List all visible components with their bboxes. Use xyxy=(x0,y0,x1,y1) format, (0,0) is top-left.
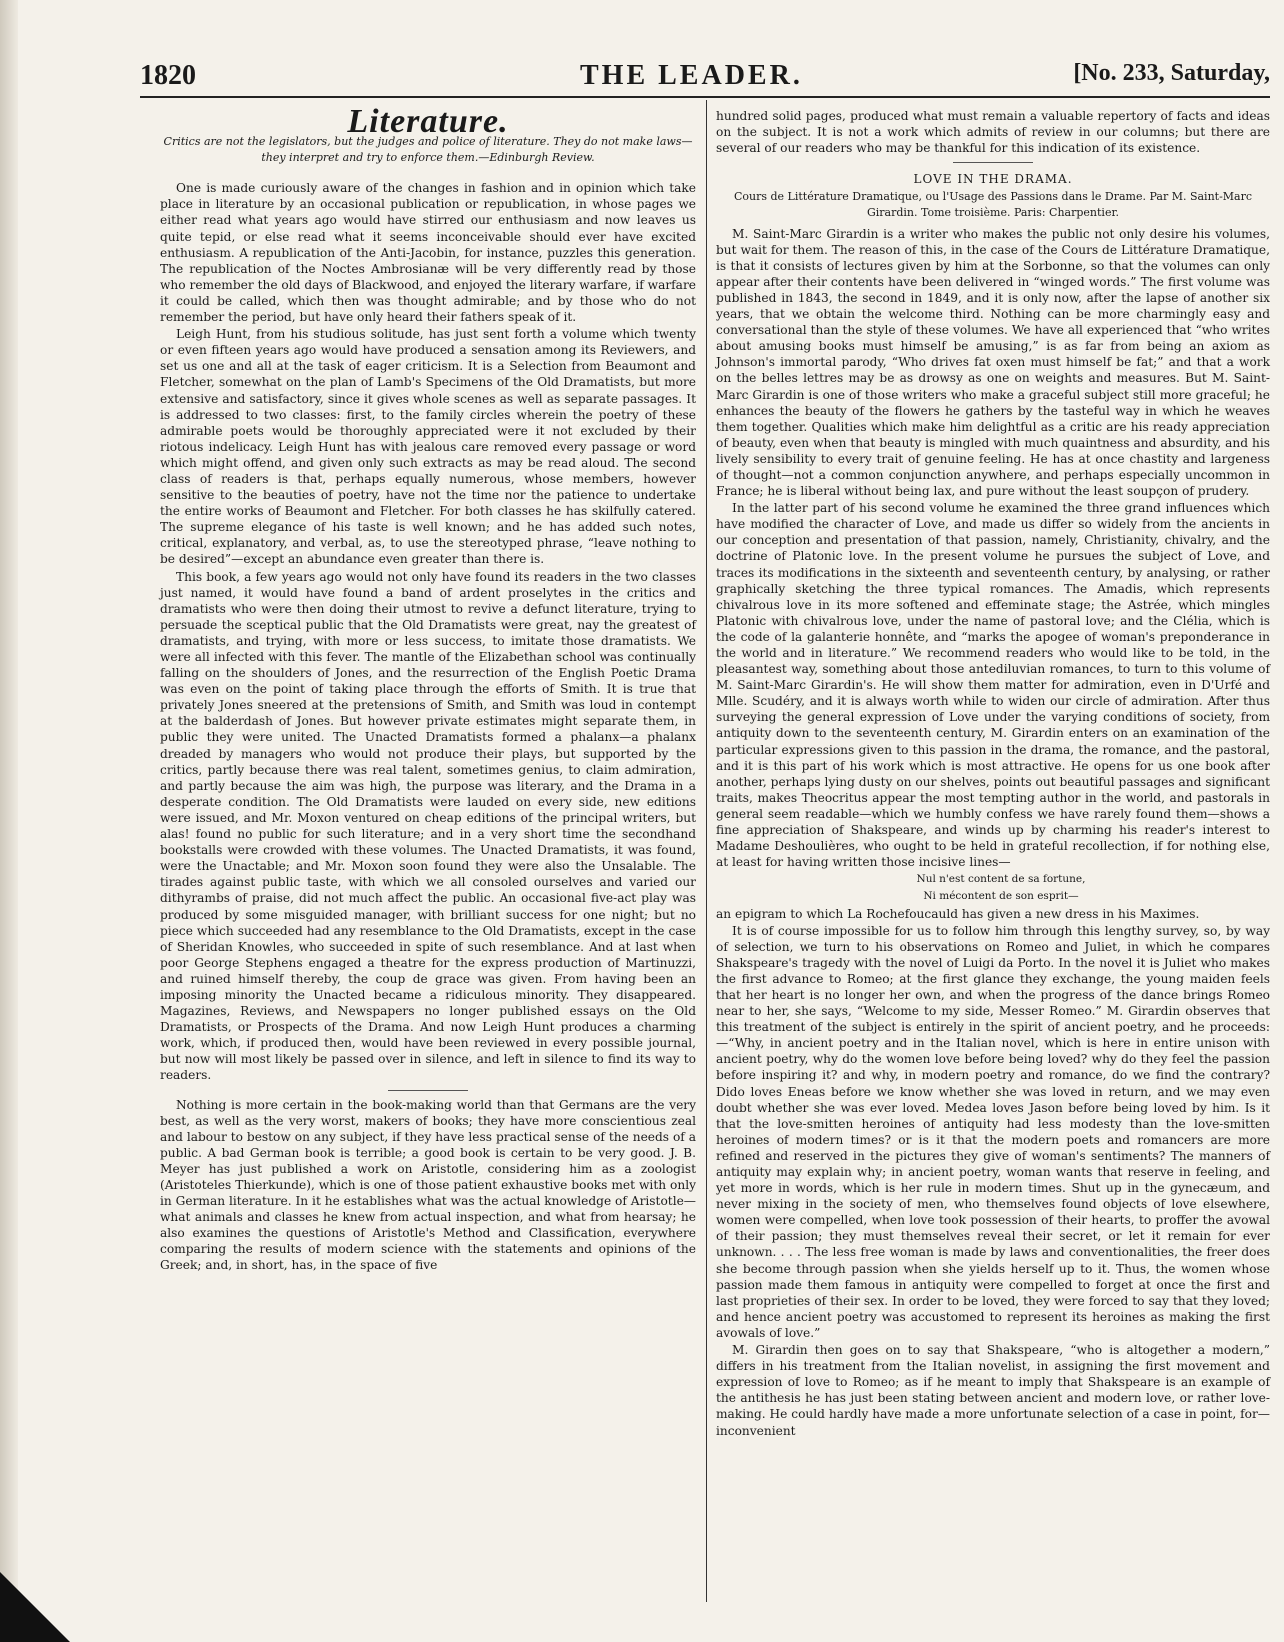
paragraph: This book, a few years ago would not only have found its readers in the two classes just named, it would have found a band of ardent proselytes in the critics and dramatists who were then doing their utmost to revive a defunct literature, trying to persuade the sceptical public that the Old Dramatists were great, nay the greatest of dramatists, and trying, with more or less success, to imitate those dramatists. We were all infected with this fever. The mantle of the Elizabethan school was continually falling on the shoulders of Jones, and the resurrection of the English Poetic Drama was even on the point of taking place through the efforts of Smith. It is true that privately Jones sneered at the pretensions of Smith, and Smith was loud in contempt at the balderdash of Jones. But however private estimates might separate them, in public they were united. The Unacted Dramatists formed a phalanx—a phalanx dreaded by managers who would not produce their plays, but supported by the critics, partly because there was real talent, sometimes genius, to claim admiration, and partly because the aim was high, the purpose was literary, and the Drama in a desperate condition. The Old Dramatists were lauded on every side, new editions were issued, and Mr. Moxon ventured on cheap editions of the principal writers, but alas! found no public for such literature; and in a very short time the secondhand bookstalls were crowded with these volumes. The Unacted Dramatists, it was found, were the Unactable; and Mr. Moxon soon found they were also the Unsalable. The tirades against public taste, with which we all consoled ourselves and varied our dithyrambs of praise, did not much affect the public. An occasional five-act play was produced by some misguided manager, with brilliant success for one night; but no piece which succeeded had any resemblance to the Old Dramatists, except in the case of Sheridan Knowles, who succeeded in spite of such resemblance. And at last when poor George Stephens engaged a theatre for the express production of Martinuzzi, and ruined himself thereby, the coup de grace was given. From having been an imposing minority the Unacted became a ridiculous minority. They disappeared. Magazines, Reviews, and Newspapers no longer published essays on the Old Dramatists, or Prospects of the Drama. And now Leigh Hunt produces a charming work, which, if produced then, would have been reviewed in every possible journal, but now will most likely be passed over in silence, and left in silence to find its way to readers. xyxy=(160,569,696,1083)
page-header xyxy=(140,60,1270,90)
divider xyxy=(388,1090,468,1091)
divider xyxy=(953,162,1033,163)
paragraph: One is made curiously aware of the changes in fashion and in opinion which take place in literature by an occasional publication or republication, in whose pages we either read what years ago would have stirred our enthusiasm and now leaves us quite tepid, or else read what it seems inconceivable should ever have excited enthusiasm. A republication of the Anti-Jacobin, for instance, puzzles this generation. The republication of the Noctes Ambrosianæ will be very differently read by those who remember the old days of Blackwood, and enjoyed the literary warfare, if warfare it could be called, which then was thought admirable; and by those who do not remember the period, but have only heard their fathers speak of it. xyxy=(160,181,696,325)
verse-line: Nul n'est content de sa fortune, xyxy=(916,873,1086,886)
page-number: 1820 xyxy=(140,60,196,91)
citation: Cours de Littérature Dramatique, ou l'Usage des Passions dans le Drame. Par M. Saint-Marc Girardin. Tome troisième. Paris: Charpentier. xyxy=(733,190,1253,220)
epigraph: Critics are not the legislators, but the judges and police of literature. They do not make laws—they interpret and try to enforce them.—Edinburgh Review. xyxy=(163,135,693,165)
paragraph: In the latter part of his second volume he examined the three grand influences which have modified the character of Love, and made us differ so widely from the ancients in our conception and presentation of that passion, namely, Christianity, chivalry, and the doctrine of Platonic love. In the present volume he pursues the subject of Love, and traces its modifications in the sixteenth and seventeenth century, by analysing, or rather graphically sketching the three typical romances. The Amadis, which represents chivalrous love in its more softened and effeminate stage; the Astrée, which mingles Platonic with chivalrous love, under the name of pastoral love; and the Clélia, which is the code of la galanterie honnête, and “marks the apogee of woman's preponderance in the world and in literature.” We recommend readers who would like to be told, in the pleasantest way, something about those antediluvian romances, to turn to this volume of M. Saint-Marc Girardin's. He will show them matter for admiration, even in D'Urfé and Mlle. Scudéry, and it is always worth while to widen our circle of admiration. After thus surveying the general expression of Love under the varying conditions of society, from antiquity down to the seventeenth century, M. Girardin enters on an examination of the particular expressions given to this passion in the drama, the romance, and the pastoral, and it is this part of his work which is most attractive. He opens for us one book after another, perhaps lying dusty on our shelves, points out beautiful passages and significant traits, makes Theocritus appear the most tempting author in the world, and pastorals in general seem readable—which we humbly confess we have rarely found them—shows a fine appreciation of Shakspeare, and winds up by charming his reader's interest to Madame Deshoulières, who ought to be held in grateful recollection, if for nothing else, at least for having written those incisive lines— xyxy=(716,501,1270,870)
left-column xyxy=(160,103,696,1275)
section-heading: Literature. xyxy=(347,103,509,140)
paragraph: M. Girardin then goes on to say that Shakspeare, “who is altogether a modern,” differs in his treatment from the Italian novelist, in assigning the first movement and expression of love to Romeo; as if he meant to imply that Shakspeare is an example of the antithesis he has just been stating between ancient and modern love, or rather love-making. He could hardly have made a more unfortunate selection of a case in point, for—inconvenient xyxy=(716,1343,1270,1438)
paragraph: an epigram to which La Rochefoucauld has given a new dress in his Maximes. xyxy=(716,906,1200,921)
scan-corner-shadow xyxy=(0,1572,70,1642)
masthead: THE LEADER. xyxy=(580,60,803,91)
paragraph: Leigh Hunt, from his studious solitude, has just sent forth a volume which twenty or even fifteen years ago would have produced a sensation among its Reviewers, and set us one and all at the task of eager criticism. It is a Selection from Beaumont and Fletcher, somewhat on the plan of Lamb's Specimens of the Old Dramatists, but more extensive and satisfactory, since it gives whole scenes as well as separate passages. It is addressed to two classes: first, to the family circles wherein the poetry of these admirable poets would be thoroughly appreciated were it not excluded by their riotous indelicacy. Leigh Hunt has with jealous care removed every passage or word which might offend, and given only such extracts as may be read aloud. The second class of readers is that, perhaps equally numerous, whose members, however sensitive to the beauties of poetry, have not the time nor the patience to undertake the entire works of Beaumont and Fletcher. For both classes he has skilfully catered. The supreme elegance of his taste is well known; and he has added such notes, critical, explanatory, and verbal, as, to use the stereotyped phrase, “leave nothing to be desired”—except an abundance even greater than there is. xyxy=(160,327,696,567)
article-title: LOVE IN THE DRAMA. xyxy=(913,172,1073,187)
verse-line: Ni mécontent de son esprit— xyxy=(923,890,1079,903)
paragraph: It is of course impossible for us to follow him through this lengthy survey, so, by way of selection, we turn to his observations on Romeo and Juliet, in which he compares Shakspeare's tragedy with the novel of Luigi da Porto. In the novel it is Juliet who makes the first advance to Romeo; at the first glance they exchange, the young maiden feels that her heart is no longer her own, and when the progress of the dance brings Romeo near to her, she says, “Welcome to my side, Messer Romeo.” M. Girardin observes that this treatment of the subject is entirely in the spirit of ancient poetry, and he proceeds:—“Why, in ancient poetry and in the Italian novel, which is here in entire unison with ancient poetry, why do the women love before being loved? why do they feel the passion before inspiring it? and why, in modern poetry and romance, do we find the contrary? Dido loves Eneas before we know whether she was loved in return, and we may even doubt whether she was ever loved. Medea loves Jason before being loved by him. Is it that the love-smitten heroines of antiquity had less modesty than the love-smitten heroines of modern times? or is it that the modern poets and romancers are more refined and reserved in the pictures they give of woman's sentiments? The manners of antiquity may explain why; in ancient poetry, woman wants that reserve in feeling, and yet more in words, which is her rule in modern times. Shut up in the gynecæum, and never mixing in the society of men, who themselves found objects of love elsewhere, women were compelled, when love took possession of their hearts, to proffer the avowal of their passion; they must themselves reveal their secret, or let it remain for ever unknown. . . . The less free woman is made by laws and conventionalities, the freer does she become through passion when she yields herself up to it. Thus, the women whose passion made them famous in antiquity were compelled to forget at once the first and last proprieties of their sex. In order to be loved, they were forced to say that they loved; and hence ancient poetry was accustomed to represent its heroines as making the first avowals of love.” xyxy=(716,923,1270,1340)
paragraph: Nothing is more certain in the book-making world than that Germans are the very best, as well as the very worst, makers of books; they have more conscientious zeal and labour to bestow on any subject, if they have less practical sense of the needs of a public. A bad German book is terrible; a good book is certain to be very good. J. B. Meyer has just published a work on Aristotle, considering him as a zoologist (Aristoteles Thierkunde), which is one of those patient exhaustive books met with only in German literature. In it he establishes what was the actual knowledge of Aristotle—what animals and classes he knew from actual inspection, and what from hearsay; he also examines the questions of Aristotle's Method and Classification, everywhere comparing the results of modern science with the statements and opinions of the Greek; and, in short, has, in the space of five xyxy=(160,1097,696,1273)
column-divider xyxy=(706,100,707,1602)
issue-label: [No. 233, Saturday, xyxy=(1073,60,1270,86)
right-column xyxy=(716,108,1270,1440)
paragraph: M. Saint-Marc Girardin is a writer who makes the public not only desire his volumes, but wait for them. The reason of this, in the case of the Cours de Littérature Dramatique, is that it consists of lectures given by him at the Sorbonne, so that the volumes can only appear after their contents have been delivered in “winged words.” The first volume was published in 1843, the second in 1849, and it is only now, after the lapse of another six years, that we obtain the welcome third. Nothing can be more charmingly easy and conversational than the style of these volumes. We have all experienced that “who writes about amusing books must himself be amusing,” is as far from being an axiom as Johnson's immortal parody, “Who drives fat oxen must himself be fat;” and that a work on the belles lettres may be as drowsy as one on weights and measures. But M. Saint-Marc Girardin is one of those writers who make a graceful subject still more graceful; he enhances the beauty of the flowers he gathers by the tasteful way in which he weaves them together. Qualities which make him delightful as a critic are his ready appreciation of beauty, even when that beauty is mingled with much quaintness and absurdity, and his lively sensibility to every trait of genuine feeling. He has at once chastity and largeness of thought—not a common conjunction anywhere, and perhaps especially uncommon in France; he is liberal without being lax, and pure without the least soupçon of prudery. xyxy=(716,226,1270,499)
paragraph: hundred solid pages, produced what must remain a valuable repertory of facts and ideas on the subject. It is not a work which admits of review in our columns; but there are several of our readers who may be thankful for this indication of its existence. xyxy=(716,109,1270,156)
scan-edge xyxy=(0,0,18,1642)
header-rule xyxy=(140,96,1270,98)
